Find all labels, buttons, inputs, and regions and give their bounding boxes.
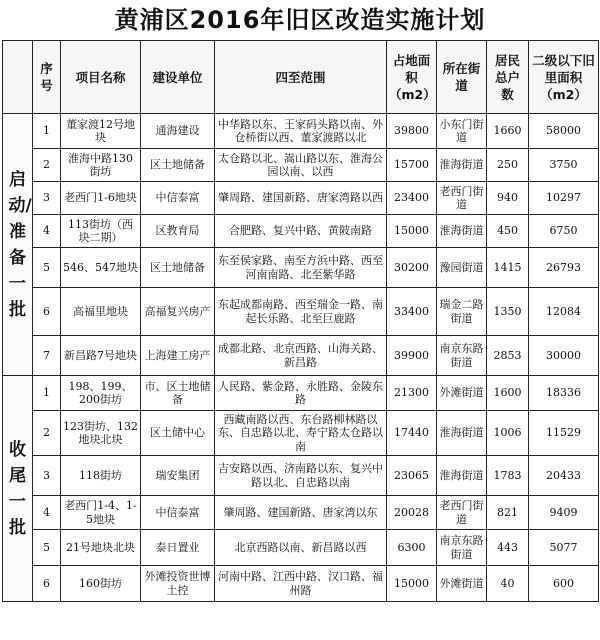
cell-seq: 5 [33, 248, 61, 288]
table-row [3, 248, 599, 288]
cell-old-area: 11529 [529, 411, 599, 456]
cell-street: 外滩街道 [437, 376, 487, 411]
cell-seq: 4 [33, 215, 61, 248]
cell-builder: 瑞安集团 [141, 456, 215, 496]
cell-households: 1660 [487, 114, 529, 149]
table-row [3, 376, 599, 411]
cell-households: 821 [487, 496, 529, 530]
cell-area: 39800 [387, 114, 437, 149]
cell-project-name: 113街坊（西块二期） [61, 215, 141, 248]
cell-households: 443 [487, 530, 529, 566]
cell-households: 1600 [487, 376, 529, 411]
cell-seq: 1 [33, 376, 61, 411]
cell-builder: 上海建工房产 [141, 336, 215, 376]
cell-area: 20028 [387, 496, 437, 530]
cell-area: 23065 [387, 456, 437, 496]
cell-area: 6300 [387, 530, 437, 566]
cell-project-name: 118街坊 [61, 456, 141, 496]
cell-range: 河南中路、江西中路、汉口路、福州路 [215, 566, 387, 602]
cell-area: 33400 [387, 288, 437, 336]
table-body [3, 114, 599, 602]
cell-old-area: 10297 [529, 182, 599, 215]
cell-households: 1006 [487, 411, 529, 456]
cell-street: 瑞金二路街道 [437, 288, 487, 336]
cell-seq: 4 [33, 496, 61, 530]
header-group [3, 41, 33, 114]
cell-area: 21300 [387, 376, 437, 411]
cell-households: 940 [487, 182, 529, 215]
table-row [3, 288, 599, 336]
cell-range: 吉安路以西、济南路以东、复兴中路以北、自忠路以南 [215, 456, 387, 496]
cell-builder: 泰日置业 [141, 530, 215, 566]
cell-area: 15000 [387, 566, 437, 602]
cell-seq: 3 [33, 182, 61, 215]
table-row [3, 336, 599, 376]
cell-households: 2853 [487, 336, 529, 376]
cell-households: 450 [487, 215, 529, 248]
cell-households: 40 [487, 566, 529, 602]
cell-range: 人民路、紫金路、永胜路、金陵东路 [215, 376, 387, 411]
cell-old-area: 6750 [529, 215, 599, 248]
cell-range: 东至侯家路、南至方浜中路、西至河南南路、北至紫华路 [215, 248, 387, 288]
cell-builder: 中信泰富 [141, 182, 215, 215]
cell-area: 30200 [387, 248, 437, 288]
cell-seq: 2 [33, 411, 61, 456]
cell-seq: 6 [33, 288, 61, 336]
cell-old-area: 30000 [529, 336, 599, 376]
cell-seq: 1 [33, 114, 61, 149]
cell-street: 外滩街道 [437, 566, 487, 602]
header-street: 所在街道 [437, 41, 487, 114]
header-seq: 序号 [33, 41, 61, 114]
cell-old-area: 26793 [529, 248, 599, 288]
cell-old-area: 600 [529, 566, 599, 602]
cell-street: 南京东路街道 [437, 336, 487, 376]
cell-project-name: 高福里地块 [61, 288, 141, 336]
header-area: 占地面积（m2） [387, 41, 437, 114]
cell-seq: 3 [33, 456, 61, 496]
cell-range: 太仓路以北、嵩山路以东、淮海公园以南、以西 [215, 149, 387, 182]
table-row [3, 215, 599, 248]
cell-project-name: 老西门1-4、1-5地块 [61, 496, 141, 530]
cell-area: 15700 [387, 149, 437, 182]
renovation-plan-table [2, 40, 599, 602]
cell-street: 小东门街道 [437, 114, 487, 149]
table-row [3, 456, 599, 496]
header-name: 项目名称 [61, 41, 141, 114]
cell-households: 1783 [487, 456, 529, 496]
cell-builder: 区教育局 [141, 215, 215, 248]
cell-builder: 区土地储备 [141, 248, 215, 288]
cell-street: 淮海街道 [437, 456, 487, 496]
cell-street: 老西门街道 [437, 182, 487, 215]
table-row [3, 114, 599, 149]
cell-builder: 区土地储备 [141, 149, 215, 182]
cell-old-area: 12084 [529, 288, 599, 336]
cell-project-name: 546、547地块 [61, 248, 141, 288]
cell-households: 250 [487, 149, 529, 182]
cell-range: 西藏南路以西、东台路柳林路以东、自忠路以北、寿宁路太仓路以南 [215, 411, 387, 456]
cell-builder: 市、区土地储备 [141, 376, 215, 411]
table-row [3, 530, 599, 566]
group-start-prepare [3, 114, 33, 376]
cell-range: 肇周路、建国新路、唐家湾以东 [215, 496, 387, 530]
cell-street: 南京东路街道 [437, 530, 487, 566]
page-title: 黄浦区2016年旧区改造实施计划 [114, 6, 486, 34]
cell-old-area: 18336 [529, 376, 599, 411]
cell-seq: 6 [33, 566, 61, 602]
cell-project-name: 198、199、200街坊 [61, 376, 141, 411]
cell-project-name: 21号地块北块 [61, 530, 141, 566]
cell-area: 39900 [387, 336, 437, 376]
table-row [3, 411, 599, 456]
cell-households: 1415 [487, 248, 529, 288]
header-households: 居民总户数 [487, 41, 529, 114]
cell-street: 豫园街道 [437, 248, 487, 288]
cell-area: 17440 [387, 411, 437, 456]
cell-project-name: 160街坊 [61, 566, 141, 602]
table-row [3, 566, 599, 602]
cell-builder: 中信泰富 [141, 496, 215, 530]
table-row [3, 182, 599, 215]
cell-range: 合肥路、复兴中路、黄陂南路 [215, 215, 387, 248]
cell-households: 1350 [487, 288, 529, 336]
group-label: 收尾一批 [9, 439, 26, 538]
cell-range: 中华路以东、王家码头路以南、外仓桥街以西、董家渡路以北 [215, 114, 387, 149]
header-old-area: 二级以下旧里面积（m2） [529, 41, 599, 114]
table-row [3, 496, 599, 530]
cell-seq: 7 [33, 336, 61, 376]
cell-seq: 2 [33, 149, 61, 182]
cell-range: 肇周路、建国新路、唐家湾路以西 [215, 182, 387, 215]
cell-old-area: 9409 [529, 496, 599, 530]
cell-old-area: 20433 [529, 456, 599, 496]
cell-builder: 高福复兴房产 [141, 288, 215, 336]
cell-project-name: 董家渡12号地块 [61, 114, 141, 149]
cell-old-area: 3750 [529, 149, 599, 182]
cell-builder: 外滩投资世博土控 [141, 566, 215, 602]
cell-project-name: 新昌路7号地块 [61, 336, 141, 376]
group-finish [3, 376, 33, 602]
group-label: 启动/准备一批 [8, 169, 32, 320]
cell-street: 淮海街道 [437, 215, 487, 248]
cell-range: 东起成都南路、西至瑞金一路、南起长乐路、北至巨鹿路 [215, 288, 387, 336]
header-range: 四至范围 [215, 41, 387, 114]
cell-old-area: 5077 [529, 530, 599, 566]
cell-street: 老西门街道 [437, 496, 487, 530]
cell-area: 23400 [387, 182, 437, 215]
cell-range: 北京西路以南、新昌路以西 [215, 530, 387, 566]
cell-project-name: 123街坊、132地块北块 [61, 411, 141, 456]
cell-street: 淮海街道 [437, 411, 487, 456]
cell-builder: 通海建设 [141, 114, 215, 149]
cell-street: 淮海街道 [437, 149, 487, 182]
header-unit: 建设单位 [141, 41, 215, 114]
header-row [3, 41, 599, 114]
table-row [3, 149, 599, 182]
cell-project-name: 老西门1-6地块 [61, 182, 141, 215]
cell-seq: 5 [33, 530, 61, 566]
cell-project-name: 淮海中路130街坊 [61, 149, 141, 182]
cell-range: 成都北路、北京西路、山海关路、新昌路 [215, 336, 387, 376]
cell-old-area: 58000 [529, 114, 599, 149]
cell-builder: 区土储中心 [141, 411, 215, 456]
cell-area: 15000 [387, 215, 437, 248]
